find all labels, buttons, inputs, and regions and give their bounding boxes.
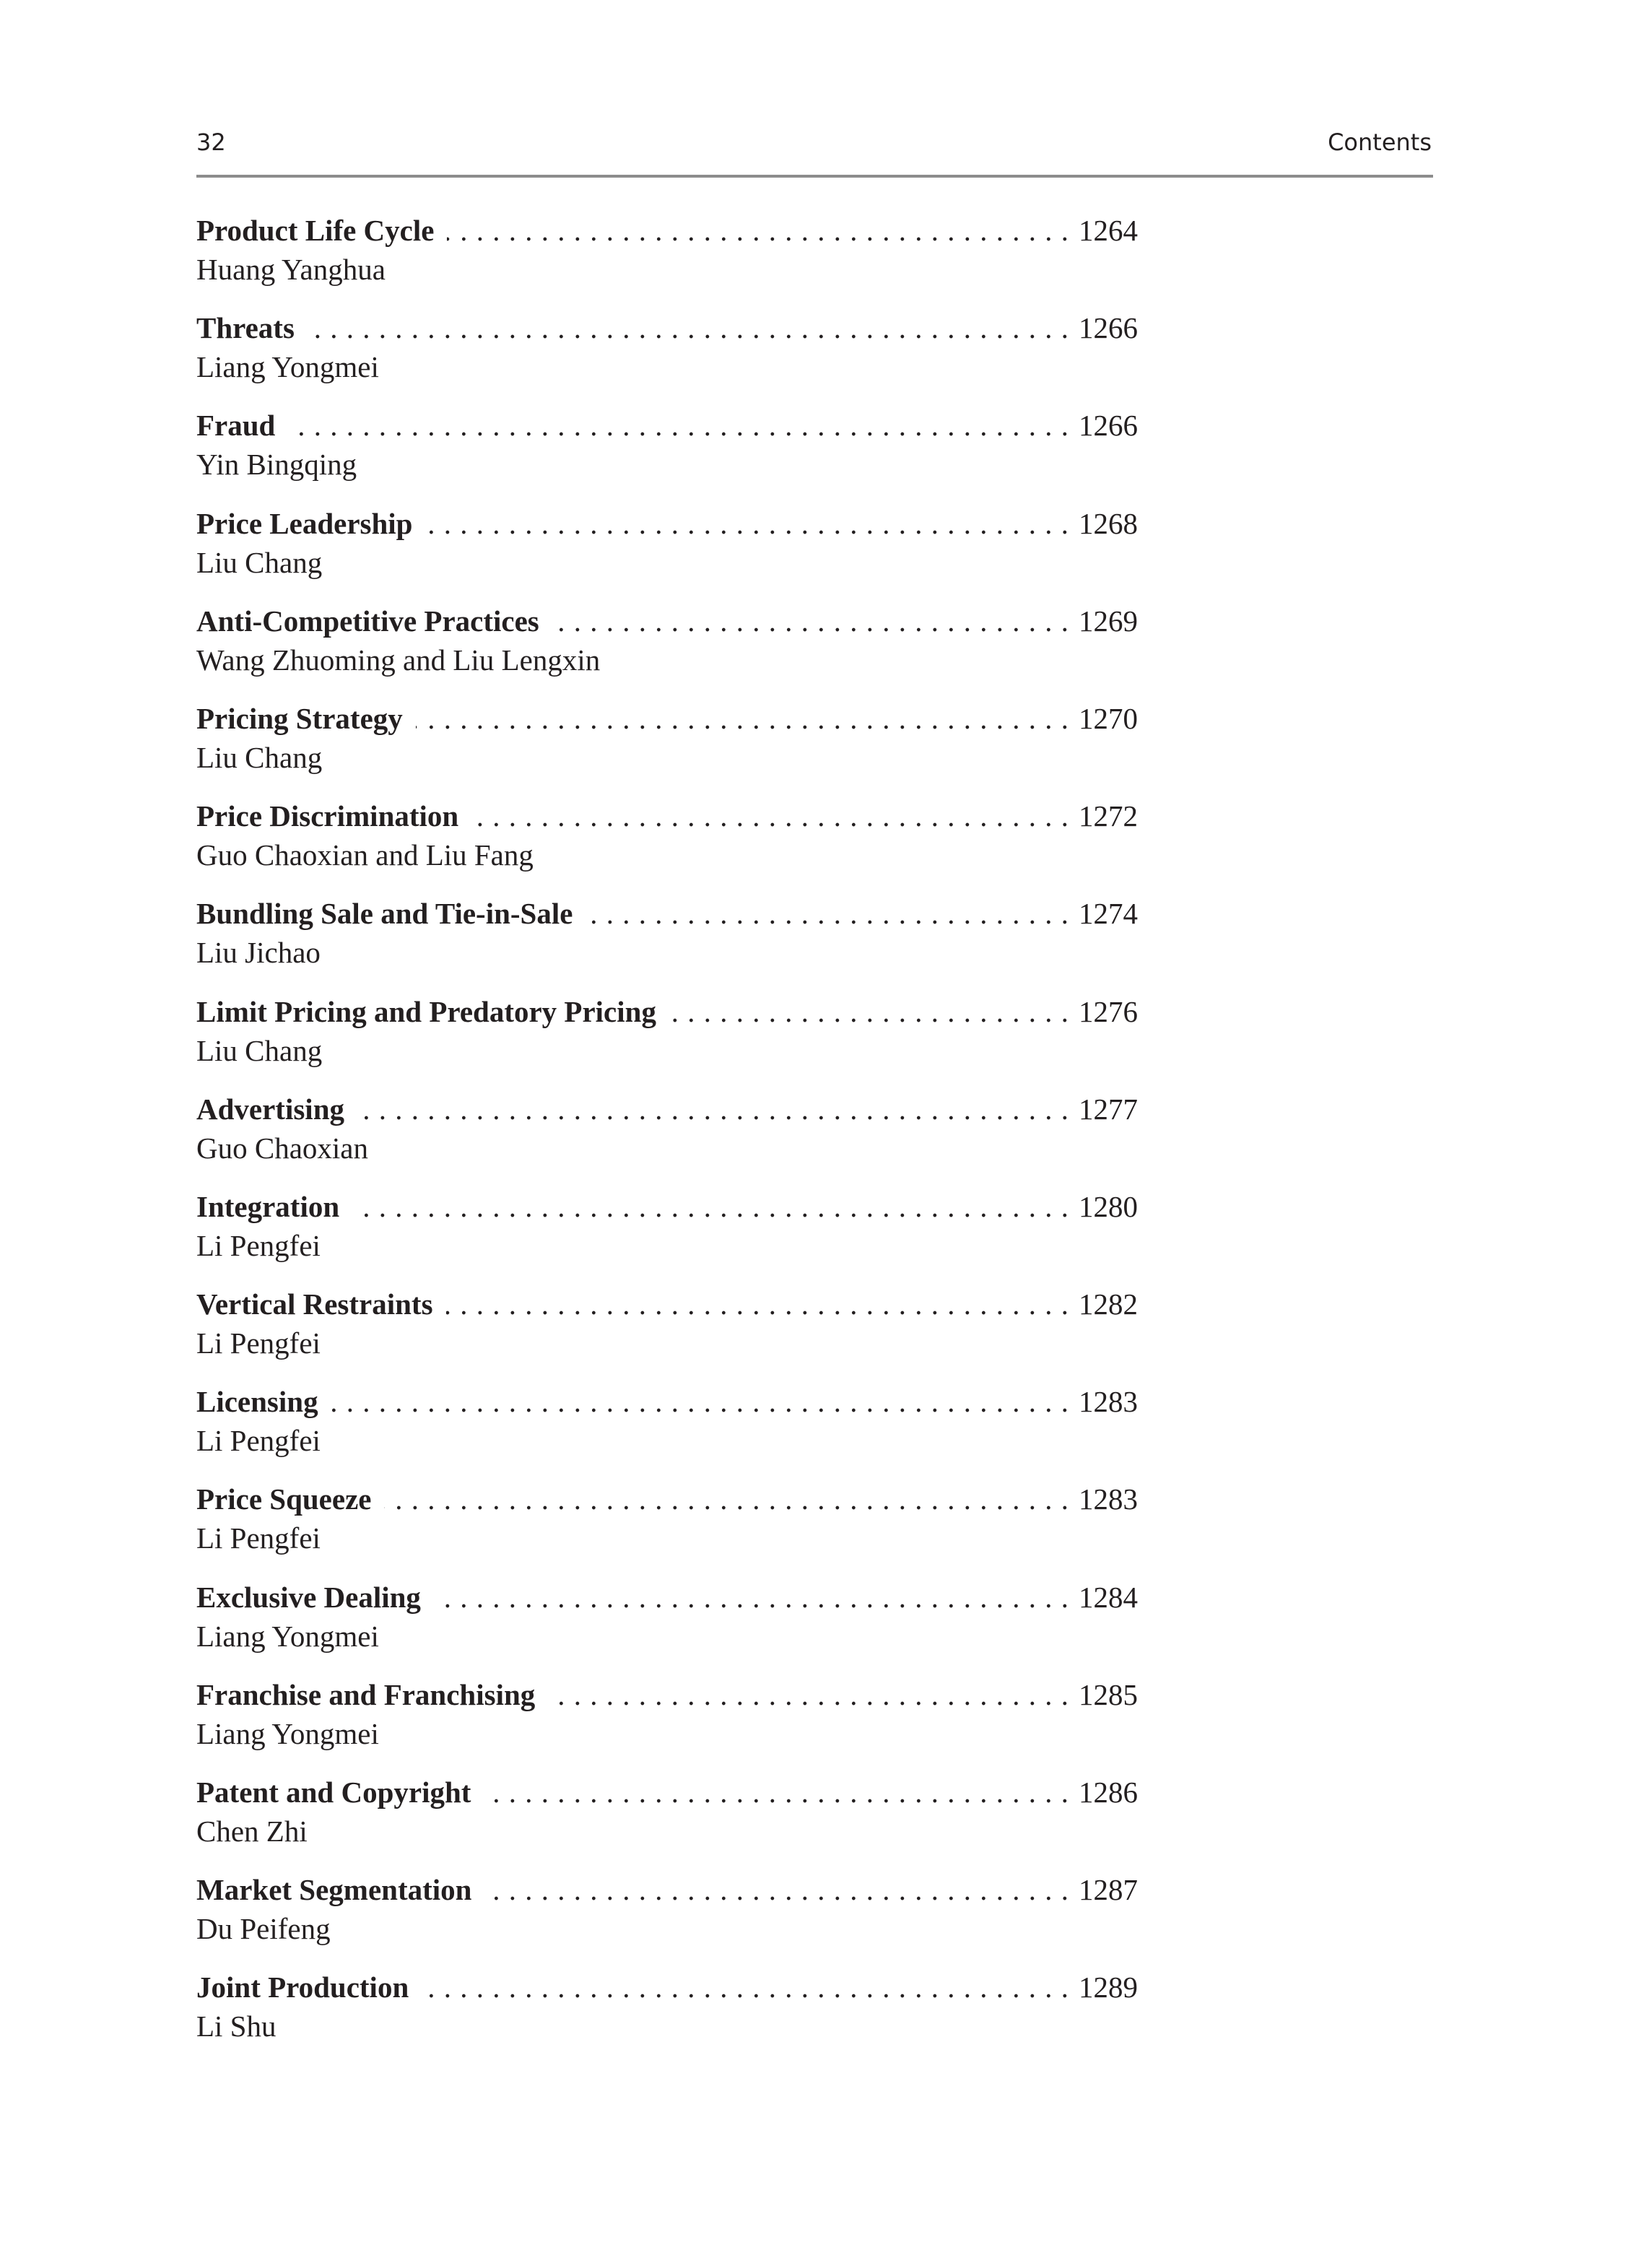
entry-page-number: 1277 bbox=[1079, 1092, 1138, 1126]
toc-entry-line bbox=[196, 308, 1138, 347]
dot-leader bbox=[422, 1968, 1068, 2007]
table-of-contents bbox=[196, 211, 1138, 2066]
dot-leader bbox=[447, 211, 1068, 250]
entry-page-number: 1286 bbox=[1079, 1776, 1138, 1809]
entry-page-number: 1284 bbox=[1079, 1580, 1138, 1614]
entry-page-number: 1269 bbox=[1079, 604, 1138, 638]
dot-leader bbox=[484, 1870, 1068, 1909]
toc-entry bbox=[196, 504, 1138, 601]
entry-author: Huang Yanghua bbox=[196, 253, 386, 286]
entry-title: Exclusive Dealing bbox=[196, 1580, 421, 1614]
toc-entry-line bbox=[196, 211, 1138, 250]
entry-title: Fraud bbox=[196, 409, 276, 443]
toc-entry bbox=[196, 406, 1138, 503]
toc-entry bbox=[196, 1870, 1138, 1968]
entry-page-number: 1274 bbox=[1079, 897, 1138, 931]
toc-entry bbox=[196, 211, 1138, 308]
dot-leader bbox=[669, 992, 1068, 1031]
toc-entry-line bbox=[196, 1480, 1138, 1518]
dot-leader bbox=[552, 601, 1068, 640]
dot-leader bbox=[331, 1382, 1068, 1421]
dot-leader bbox=[308, 308, 1068, 347]
toc-entry bbox=[196, 699, 1138, 796]
toc-entry-line bbox=[196, 1870, 1138, 1909]
entry-title: Anti-Competitive Practices bbox=[196, 604, 539, 638]
entry-title: Licensing bbox=[196, 1385, 318, 1419]
toc-entry-line bbox=[196, 796, 1138, 835]
entry-title: Integration bbox=[196, 1189, 340, 1223]
toc-entry bbox=[196, 1285, 1138, 1382]
toc-entry-line bbox=[196, 406, 1138, 445]
entry-author: Li Pengfei bbox=[196, 1424, 321, 1458]
entry-title: Franchise and Franchising bbox=[196, 1677, 536, 1711]
dot-leader bbox=[352, 1187, 1068, 1226]
entry-page-number: 1287 bbox=[1079, 1873, 1138, 1907]
toc-entry-line bbox=[196, 1675, 1138, 1714]
entry-author: Li Pengfei bbox=[196, 1228, 321, 1262]
entry-page-number: 1272 bbox=[1079, 799, 1138, 833]
entry-author: Liang Yongmei bbox=[196, 1619, 379, 1653]
toc-entry bbox=[196, 796, 1138, 894]
dot-leader bbox=[548, 1675, 1068, 1714]
entry-author: Du Peifeng bbox=[196, 1912, 331, 1946]
toc-entry bbox=[196, 308, 1138, 406]
dot-leader bbox=[288, 406, 1068, 445]
toc-entry-line bbox=[196, 894, 1138, 933]
entry-page-number: 1283 bbox=[1079, 1482, 1138, 1516]
toc-entry-line bbox=[196, 1090, 1138, 1129]
dot-leader bbox=[384, 1480, 1068, 1518]
toc-entry bbox=[196, 601, 1138, 699]
entry-title: Market Segmentation bbox=[196, 1873, 472, 1907]
entry-author: Li Shu bbox=[196, 2010, 277, 2043]
toc-entry-line bbox=[196, 992, 1138, 1031]
dot-leader bbox=[484, 1773, 1068, 1812]
entry-page-number: 1270 bbox=[1079, 701, 1138, 735]
toc-entry-line bbox=[196, 1382, 1138, 1421]
entry-author: Wang Zhuoming and Liu Lengxin bbox=[196, 643, 601, 677]
entry-page-number: 1282 bbox=[1079, 1287, 1138, 1321]
toc-entry-line bbox=[196, 1187, 1138, 1226]
entry-author: Li Pengfei bbox=[196, 1521, 321, 1555]
toc-entry-line bbox=[196, 1578, 1138, 1617]
entry-title: Joint Production bbox=[196, 1971, 409, 2004]
toc-entry bbox=[196, 894, 1138, 991]
entry-page-number: 1266 bbox=[1079, 311, 1138, 345]
entry-title: Price Squeeze bbox=[196, 1482, 372, 1516]
toc-entry-line bbox=[196, 504, 1138, 543]
entry-page-number: 1268 bbox=[1079, 506, 1138, 540]
dot-leader bbox=[357, 1090, 1068, 1129]
toc-entry bbox=[196, 1578, 1138, 1675]
toc-entry bbox=[196, 1382, 1138, 1480]
entry-author: Liang Yongmei bbox=[196, 350, 379, 384]
toc-entry-line bbox=[196, 1968, 1138, 2007]
entry-page-number: 1266 bbox=[1079, 409, 1138, 443]
entry-title: Patent and Copyright bbox=[196, 1776, 471, 1809]
toc-entry bbox=[196, 1090, 1138, 1187]
entry-page-number: 1264 bbox=[1079, 214, 1138, 247]
entry-title: Pricing Strategy bbox=[196, 701, 403, 735]
dot-leader bbox=[446, 1285, 1068, 1324]
entry-title: Bundling Sale and Tie-in-Sale bbox=[196, 897, 573, 931]
toc-entry bbox=[196, 1675, 1138, 1773]
entry-page-number: 1280 bbox=[1079, 1189, 1138, 1223]
entry-title: Price Discrimination bbox=[196, 799, 459, 833]
entry-author: Liu Chang bbox=[196, 740, 323, 774]
entry-title: Limit Pricing and Predatory Pricing bbox=[196, 994, 656, 1028]
dot-leader bbox=[416, 699, 1068, 738]
entry-author: Guo Chaoxian and Liu Fang bbox=[196, 838, 534, 872]
toc-entry bbox=[196, 1773, 1138, 1870]
entry-title: Price Leadership bbox=[196, 506, 413, 540]
entry-author: Yin Bingqing bbox=[196, 448, 357, 482]
entry-author: Li Pengfei bbox=[196, 1326, 321, 1360]
entry-author: Chen Zhi bbox=[196, 1815, 308, 1848]
entry-author: Liu Jichao bbox=[196, 936, 321, 970]
entry-page-number: 1289 bbox=[1079, 1971, 1138, 2004]
toc-entry bbox=[196, 992, 1138, 1090]
entry-page-number: 1276 bbox=[1079, 994, 1138, 1028]
entry-title: Threats bbox=[196, 311, 295, 345]
dot-leader bbox=[471, 796, 1068, 835]
toc-entry bbox=[196, 1480, 1138, 1577]
toc-entry-line bbox=[196, 1285, 1138, 1324]
entry-page-number: 1285 bbox=[1079, 1677, 1138, 1711]
entry-author: Liu Chang bbox=[196, 545, 323, 579]
header-rule bbox=[196, 175, 1433, 178]
section-title: Contents bbox=[1328, 129, 1432, 156]
toc-entry bbox=[196, 1968, 1138, 2065]
dot-leader bbox=[434, 1578, 1068, 1617]
entry-title: Vertical Restraints bbox=[196, 1287, 433, 1321]
entry-author: Liang Yongmei bbox=[196, 1716, 379, 1750]
entry-author: Guo Chaoxian bbox=[196, 1131, 368, 1165]
dot-leader bbox=[425, 504, 1068, 543]
entry-page-number: 1283 bbox=[1079, 1385, 1138, 1419]
entry-title: Advertising bbox=[196, 1092, 344, 1126]
page-number: 32 bbox=[196, 129, 226, 156]
dot-leader bbox=[586, 894, 1068, 933]
toc-entry-line bbox=[196, 699, 1138, 738]
entry-title: Product Life Cycle bbox=[196, 214, 435, 247]
toc-entry-line bbox=[196, 601, 1138, 640]
toc-entry bbox=[196, 1187, 1138, 1285]
entry-author: Liu Chang bbox=[196, 1033, 323, 1067]
toc-entry-line bbox=[196, 1773, 1138, 1812]
running-head bbox=[196, 129, 1432, 169]
